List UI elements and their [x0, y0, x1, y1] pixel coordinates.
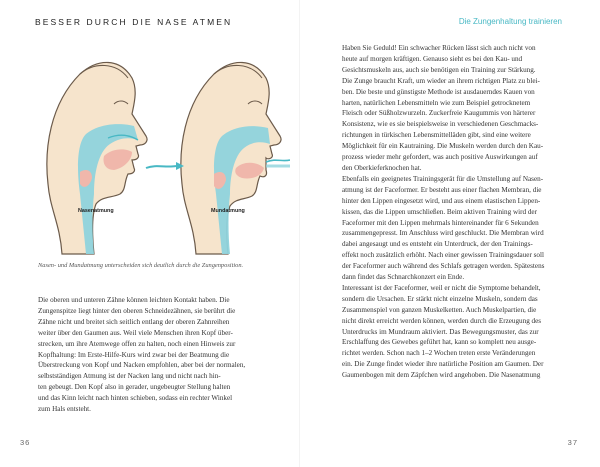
text-line: dann findet das Schnarchkonzert ein Ende. [342, 273, 465, 282]
text-line: Interessant ist der Faceformer, weil er nicht die Symptome behandelt, [342, 283, 541, 292]
label-nasenatmung: Nasenatmung [78, 208, 114, 214]
text-line: Unterdrucks im Mundraum aktiviert. Das Bewegungsmuster, das zur [342, 327, 539, 336]
text-line: Zusammenspiel von ganzen Muskelketten. Auch Muskelpartien, die [342, 305, 537, 314]
airflow-arrow-icon [146, 166, 176, 168]
text-line: der Faceformer auch während des Schlafs getragen werden. Spätestens [342, 262, 545, 271]
label-mundatmung: Mundatmung [211, 208, 245, 214]
text-line: effekt noch zusätzlich erhöht. Nach einer gewissen Trainingsdauer soll [342, 251, 544, 260]
text-line: selbstständigen Atmung ist der Nacken lang und nicht nach hin- [38, 372, 221, 381]
mouth-breathing-head [181, 62, 290, 254]
text-line: Konsistenz, wie es sie beispielsweise in verschiedenen Geschmacks- [342, 120, 539, 129]
text-line: prozess wieder mehr gefordert, was auch positive Auswirkungen auf [342, 153, 538, 162]
right-body-text [342, 43, 574, 381]
text-line: Die oberen und unteren Zähne können leichten Kontakt haben. Die [38, 296, 230, 304]
text-line: zusammengepresst. Im Anschluss wird geschluckt. Die Membran wird [342, 229, 544, 238]
text-line: Die Zunge braucht Kraft, um wieder an ihrem richtigen Platz zu blei- [342, 76, 540, 85]
text-line: Fleisch oder Süßholzwurzeln. Zuckerfreie Kaugummis von härterer [342, 109, 536, 118]
nose-breathing-head [47, 62, 147, 254]
text-line: Haben Sie Geduld! Ein schwacher Rücken lässt sich auch nicht von [342, 44, 536, 52]
text-line: ten gebeugt. Den Kopf also in gerader, ungebeugter Stellung halten [38, 383, 231, 392]
text-line: hinter den Lippen eingesetzt wird, und aus einem elastischen Lippen- [342, 196, 541, 205]
text-line: Überstreckung von Kopf und Nacken empfohlen, aber bei der normalen, [38, 361, 246, 370]
text-line: heute auf morgen kräftigen. Genauso sieht es bei den Kau- und [342, 54, 523, 63]
breathing-illustration [28, 44, 290, 262]
text-line: Gaumenbogen mit dem Zäpfchen wird angehoben. Die Nasenatmung [342, 371, 541, 380]
page-number-right: 37 [567, 438, 578, 447]
text-line: und das Kinn leicht nach hinten schieben, sodass ein rechter Winkel [38, 394, 233, 403]
left-body-text [38, 295, 293, 415]
figure-caption: Nasen- und Mundatmung unterscheiden sich deutlich durch die Zungenposition. [38, 262, 244, 269]
text-line: Faceformer mit den Lippen mehrmals hintereinander für 6 Sekunden [342, 218, 539, 227]
running-head-right: Die Zungenhaltung trainieren [458, 17, 562, 26]
text-line: richtungen in türkischen Lebensmittelläden gibt, sind eine weitere [342, 131, 531, 140]
text-line: Zähne nicht und breitet sich seitlich entlang der oberen Zahnreihen [38, 317, 230, 326]
right-page [300, 0, 600, 467]
text-line: den Oberkieferknochen hat. [342, 163, 422, 172]
running-head-left: BESSER DURCH DIE NASE ATMEN [35, 17, 233, 27]
text-line: harten, natürlichen Lebensmitteln wie zum Beispiel getrocknetem [342, 98, 531, 107]
page-number-left: 36 [20, 438, 31, 447]
text-line: ben. Die beste und günstigste Methode ist ausdauerndes Kauen von [342, 87, 535, 96]
text-line: richtet werden. Schon nach 1–2 Wochen treten erste Veränderungen [342, 349, 536, 358]
breathing-illustration-svg [28, 44, 290, 262]
text-line: dabei angesaugt und es entsteht ein Unterdruck, der den Trainings- [342, 240, 533, 249]
text-line: atmung ist der Faceformer. Er besteht aus einer flachen Membran, die [342, 185, 542, 194]
text-line: kissen, das die Lippen umschließen. Beim aktiven Training wird der [342, 207, 537, 216]
text-line: Gesichtsmuskeln aus, auch sie benötigen ein Training zur Stärkung. [342, 65, 536, 74]
text-line: Möglichkeit für ein Kautraining. Die Muskeln werden durch den Kau- [342, 142, 544, 151]
text-line: nicht direkt erreicht werden können, werden durch die Erzeugung des [342, 316, 542, 325]
text-line: ein. Die Zunge findet wieder ihre natürliche Position am Gaumen. Der [342, 360, 544, 369]
text-line: zum Hals entsteht. [38, 405, 91, 414]
text-line: Zungenspitze liegt hinter den oberen Schneidezähnen, sie berührt die [38, 306, 236, 315]
text-line: Kopfhaltung: Im Erste-Hilfe-Kurs wird zwar bei der Beatmung die [38, 350, 230, 359]
text-line: sondern die Ursachen. Er stärkt nicht einzelne Muskeln, sondern das [342, 294, 538, 303]
text-line: weiter über den Gaumen aus. Weil viele Menschen ihren Kopf über- [38, 328, 233, 337]
text-line: strecken, um ihre Atemwege offen zu halten, noch einen Hinweis zur [38, 339, 236, 348]
text-line: Erschlaffung des Gewebes geführt hat, kann so komplett neu ausge- [342, 338, 537, 347]
text-line: Ebenfalls ein geeignetes Trainingsgerät für die Umstellung auf Nasen- [342, 174, 544, 183]
